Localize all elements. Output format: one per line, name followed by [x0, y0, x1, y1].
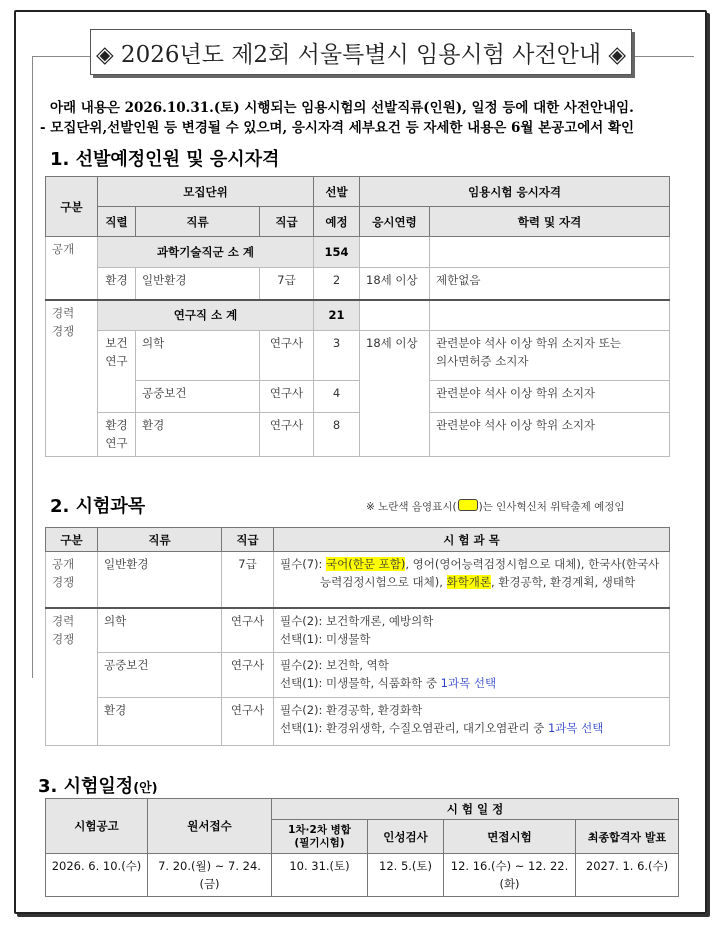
cell-edu-2: 의사면허증 소지자: [436, 354, 529, 368]
header-age: 응시연령: [360, 207, 430, 237]
header-written-2: (필기시험): [294, 836, 345, 849]
cell-grade: 7급: [260, 268, 314, 300]
blank-cell: [360, 237, 430, 268]
cell-job: 의학: [98, 608, 222, 653]
header-schedule: 시 험 일 정: [272, 799, 679, 820]
cell-aptitude: 12. 5.(토): [368, 854, 444, 897]
header-subjects: 시 험 과 목: [274, 528, 670, 552]
intro-line-1: 아래 내용은 2026.10.31.(토) 시행되는 임용시험의 선발직류(인원), 일정 등에 대한 사전안내임.: [50, 100, 634, 116]
header-interview: 면접시험: [444, 820, 576, 854]
cell-grade: 7급: [222, 552, 274, 608]
subject-optional: 선택(1): 미생물학, 식품화학 중: [280, 676, 441, 690]
cell-edu: 제한없음: [430, 268, 670, 300]
cell-field-2: 연구: [105, 354, 128, 368]
open-subtotal-label: 과학기술직군 소 계: [98, 237, 314, 268]
career-label-2: 경쟁: [52, 631, 75, 646]
cell-job: 공중보건: [98, 653, 222, 698]
subject-highlight: 국어(한문 포함): [326, 557, 406, 571]
subject-choice: 1과목 선택: [440, 676, 497, 690]
header-job: 직류: [136, 207, 260, 237]
cell-subjects: [274, 698, 670, 746]
subject-text: , 환경공학, 환경계획, 생태학: [490, 575, 636, 589]
cell-subjects: [274, 608, 670, 653]
cell-subjects: [274, 653, 670, 698]
table-row: [46, 854, 679, 897]
open-subtotal-count: 154: [314, 237, 360, 268]
section-3-suffix: (안): [133, 781, 158, 796]
section-1-heading: 1. 선발예정인원 및 응시자격: [50, 149, 280, 170]
cell-grade: 연구사: [260, 413, 314, 457]
header-gubun: 구분: [46, 528, 98, 552]
career-subtotal-label: 연구직 소 계: [98, 300, 314, 331]
cell-apply: 7. 20.(월) ~ 7. 24.(금): [148, 854, 272, 897]
cell-count: 8: [314, 413, 360, 457]
cell-edu: 관련분야 석사 이상 학위 소지자: [430, 413, 670, 457]
intro-line-2: - 모집단위,선발인원 등 변경될 수 있으며, 응시자격 세부요건 등 자세한 내용은 6월 본공고에서 확인: [40, 120, 635, 136]
header-grade: 직급: [260, 207, 314, 237]
note-text-1: ※ 노란색 음영표시(: [366, 501, 457, 513]
cell-grade: 연구사: [222, 608, 274, 653]
header-count-2: 예정: [314, 207, 360, 237]
header-written-1: 1차·2차 병합: [288, 823, 351, 836]
header-aptitude: 인성검사: [368, 820, 444, 854]
subject-required: 필수(2): 보건학, 역학: [280, 658, 389, 672]
header-field: 직렬: [98, 207, 136, 237]
table-row: [46, 331, 670, 381]
cell-count: 3: [314, 331, 360, 381]
career-label-1: 경력: [52, 613, 75, 628]
cell-field: [98, 413, 136, 457]
header-written: [272, 820, 368, 854]
subject-text: , 영어(영어능력검정시험으로 대체), 한국사(한국사: [405, 557, 660, 571]
cell-interview: 12. 16.(수) ~ 12. 22.(화): [444, 854, 576, 897]
table-row: [46, 413, 670, 457]
schedule-table: [45, 798, 679, 897]
header-job: 직류: [98, 528, 222, 552]
cell-age: 18세 이상: [360, 331, 430, 457]
subject-optional: 선택(1): 미생물학: [280, 631, 371, 646]
open-label-1: 공개: [52, 557, 75, 571]
table-row: [46, 653, 670, 698]
cell-grade: 연구사: [260, 331, 314, 381]
section-3-title: 3. 시험일정: [38, 776, 134, 797]
career-label: [46, 608, 98, 746]
note-text-2: )는 인사혁신처 위탁출제 예정임: [478, 501, 625, 513]
section-2-heading: 2. 시험과목: [50, 496, 146, 517]
cell-grade: 연구사: [222, 653, 274, 698]
blank-cell: [430, 237, 670, 268]
header-count-1: 선발: [314, 177, 360, 207]
subject-required: 필수(2): 보건학개론, 예방의학: [280, 613, 434, 628]
cell-grade: 연구사: [260, 381, 314, 413]
subject-required: 필수(2): 환경공학, 환경화학: [280, 703, 423, 717]
cell-field-2: 연구: [105, 436, 128, 450]
highlight-note: [366, 499, 625, 514]
cell-count: 4: [314, 381, 360, 413]
career-label: [46, 300, 98, 457]
cell-job: 환경: [136, 413, 260, 457]
cell-written: 10. 31.(토): [272, 854, 368, 897]
cell-edu-1: 관련분야 석사 이상 학위 소지자 또는: [436, 336, 621, 350]
cell-field-1: 환경: [105, 418, 128, 432]
cell-subjects: [274, 552, 670, 608]
subject-highlight: 화학개론: [446, 575, 491, 589]
cell-edu: [430, 331, 670, 381]
table-row: [46, 608, 670, 653]
highlight-swatch: [458, 499, 478, 511]
cell-announce: 2026. 6. 10.(수): [46, 854, 148, 897]
table-row: [46, 268, 670, 300]
cell-job: 일반환경: [136, 268, 260, 300]
selection-table: [45, 176, 670, 457]
cell-job: 환경: [98, 698, 222, 746]
cell-count: 2: [314, 268, 360, 300]
table-row: [46, 552, 670, 608]
page-title: ◈ 2026년도 제2회 서울특별시 임용시험 사전안내 ◈: [90, 29, 632, 75]
cell-field: [98, 331, 136, 413]
header-announce: 시험공고: [46, 799, 148, 854]
open-label-2: 경쟁: [52, 575, 75, 589]
open-label: [46, 552, 98, 608]
header-gubun: 구분: [46, 177, 98, 237]
section-3-heading: [38, 772, 158, 798]
career-label-2: 경쟁: [52, 323, 75, 338]
subject-optional: 선택(1): 환경위생학, 수질오염관리, 대기오염관리 중: [280, 721, 548, 735]
blank-cell: [360, 300, 430, 331]
table-row: [46, 698, 670, 746]
subjects-table: [45, 527, 670, 746]
table-row: [46, 381, 670, 413]
header-grade: 직급: [222, 528, 274, 552]
cell-job: 공중보건: [136, 381, 260, 413]
cell-field-1: 보건: [105, 336, 128, 350]
open-label: 공개: [46, 237, 98, 300]
header-qual: 임용시험 응시자격: [360, 177, 670, 207]
header-unit: 모집단위: [98, 177, 314, 207]
cell-edu: 관련분야 석사 이상 학위 소지자: [430, 381, 670, 413]
cell-final: 2027. 1. 6.(수): [576, 854, 679, 897]
cell-job: 의학: [136, 331, 260, 381]
cell-grade: 연구사: [222, 698, 274, 746]
cell-age: 18세 이상: [360, 268, 430, 300]
cell-field: 환경: [98, 268, 136, 300]
subject-prefix: 필수(7):: [280, 557, 327, 571]
header-apply: 원서접수: [148, 799, 272, 854]
header-final: 최종합격자 발표: [576, 820, 679, 854]
career-subtotal-count: 21: [314, 300, 360, 331]
subject-text: 능력검정시험으로 대체),: [320, 575, 447, 589]
career-label-1: 경력: [52, 305, 75, 320]
subject-choice: 1과목 선택: [547, 721, 604, 735]
cell-job: 일반환경: [98, 552, 222, 608]
blank-cell: [430, 300, 670, 331]
header-edu: 학력 및 자격: [430, 207, 670, 237]
